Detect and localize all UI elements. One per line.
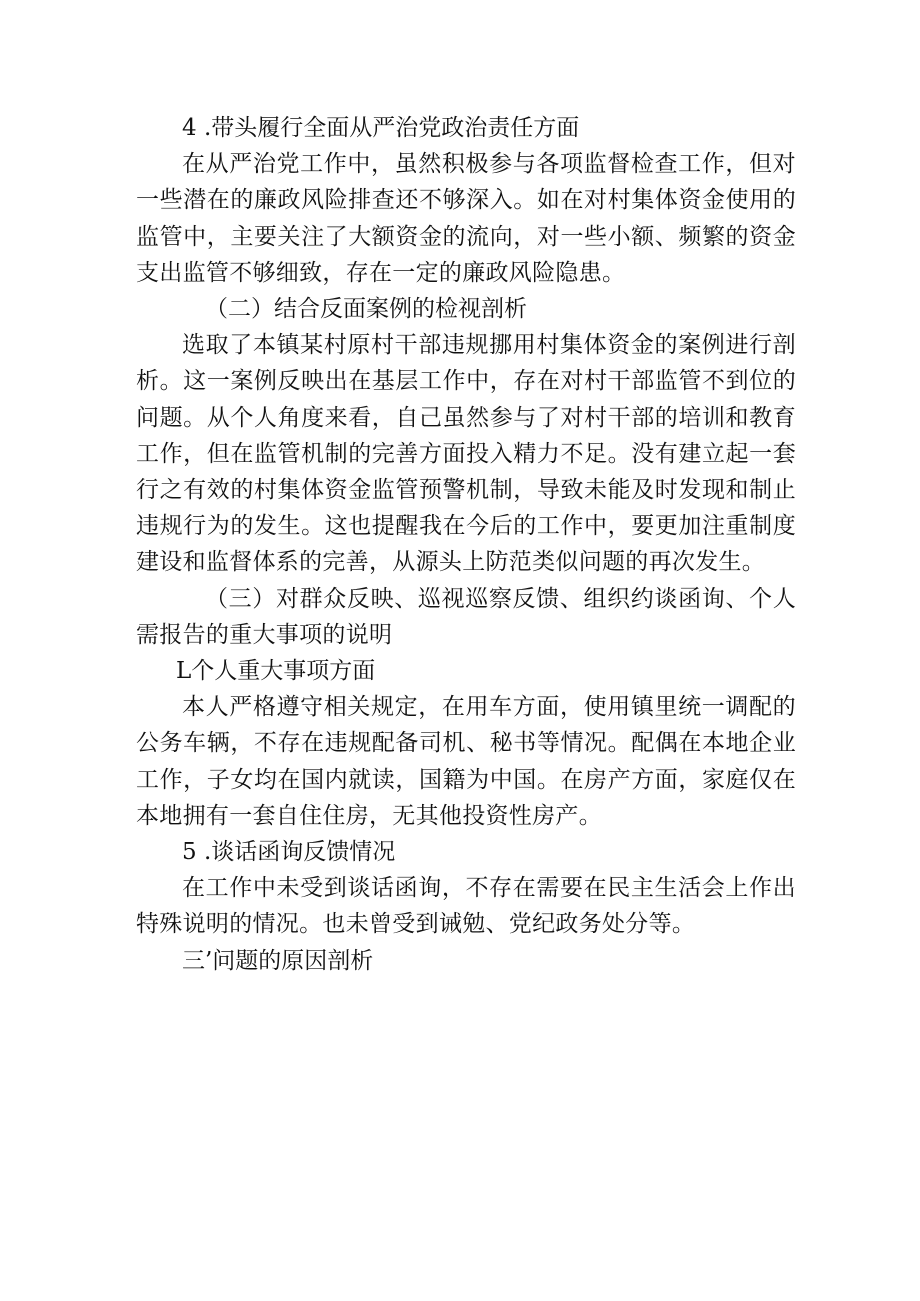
section-heading-5: 5 .谈话函询反馈情况: [182, 839, 396, 866]
paragraph-discipline-responsibility: 在从严治党工作中，虽然积极参与各项监督检查工作，但对一些潜在的廉政风险排查还不够深入。如在对村集体资金使用的监管中，主要关注了大额资金的流向，对一些小额、频繁的资金支出监管不够细致，存在一定的廉政风险隐患。: [136, 151, 796, 286]
paragraph-inquiry-feedback: 在工作中未受到谈话函询，不存在需要在民主生活会上作出特殊说明的情况。也未曾受到诫勉、党纪政务处分等。: [136, 875, 796, 938]
document-body: [136, 110, 796, 979]
section-heading-3-causes: 三’问题的原因剖析: [182, 947, 374, 974]
section-heading-4: 4 .带头履行全面从严治党政治责任方面: [182, 115, 580, 141]
section-heading-personal-matters: L个人重大事项方面: [176, 658, 376, 685]
subsection-heading-2: （二）结合反面案例的检视剖析: [205, 296, 527, 323]
paragraph-personal-matters: 本人严格遵守相关规定，在用车方面，使用镇里统一调配的公务车辆，不存在违规配备司机、秘书等情况。配偶在本地企业工作，子女均在国内就读，国籍为中国。在房产方面，家庭仅在本地拥有一套自住住房，无其他投资性房产。: [136, 694, 796, 829]
subsection-heading-3: （三）对群众反映、巡视巡察反馈、组织约谈函询、个人需报告的重大事项的说明: [136, 585, 796, 648]
paragraph-case-analysis: 选取了本镇某村原村干部违规挪用村集体资金的案例进行剖析。这一案例反映出在基层工作中，存在对村干部监管不到位的问题。从个人角度来看，自己虽然参与了对村干部的培训和教育工作，但在监管机制的完善方面投入精力不足。没有建立起一套行之有效的村集体资金监管预警机制，导致未能及时发现和制止违规行为的发生。这也提醒我在今后的工作中，要更加注重制度建设和监督体系的完善，从源头上防范类似问题的再次发生。: [136, 332, 796, 576]
